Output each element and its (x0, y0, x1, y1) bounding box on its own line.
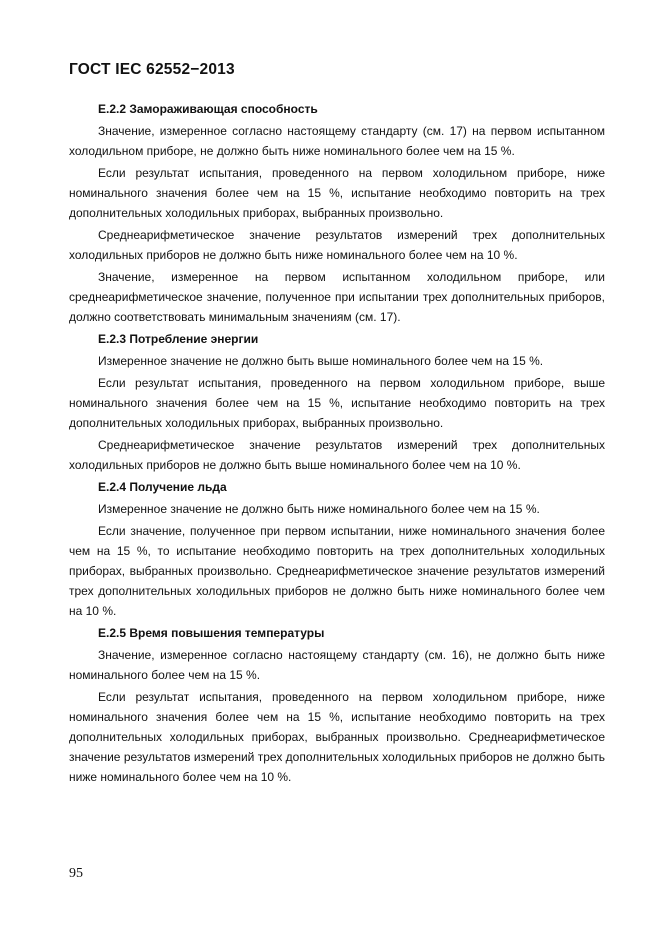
document-body (69, 99, 605, 789)
section-heading-ice-making: Е.2.4 Получение льда (98, 480, 227, 494)
document-header: ГОСТ IEC 62552−2013 (69, 61, 235, 78)
section-heading-temperature-rise-time: Е.2.5 Время повышения температуры (98, 626, 325, 640)
paragraph: Среднеарифметическое значение результатов измерений трех дополнительных холодильных приборов не должно быть выше номинального более чем на 10 %. (69, 438, 605, 472)
page-number: 95 (69, 866, 83, 881)
paragraph: Если значение, полученное при первом испытании, ниже номинального значения более чем на 15 %, то испытание необходимо повторить на трех дополнительных холодильных приборах, выбранных произвольно. Среднеарифметическое значение результатов измерений трех дополнительных холодильных приборов не должно быть ниже номинального более чем на 10 %. (69, 524, 605, 618)
section-heading-freezing-capacity: Е.2.2 Замораживающая способность (98, 102, 318, 116)
section-heading-energy-consumption: Е.2.3 Потребление энергии (98, 332, 259, 346)
paragraph: Измеренное значение не должно быть ниже номинального более чем на 15 %. (98, 502, 540, 516)
paragraph: Значение, измеренное согласно настоящему стандарту (см. 17) на первом испытанном холодильном приборе, не должно быть ниже номинального более чем на 15 %. (69, 124, 605, 158)
paragraph: Значение, измеренное согласно настоящему стандарту (см. 16), не должно быть ниже номинального более чем на 15 %. (69, 648, 605, 682)
paragraph: Среднеарифметическое значение результатов измерений трех дополнительных холодильных приборов не должно быть ниже номинального более чем на 10 %. (69, 228, 605, 262)
paragraph: Если результат испытания, проведенного на первом холодильном приборе, выше номинального значения более чем на 15 %, испытание необходимо повторить на трех дополнительных холодильных приборах, выбранных произвольно. (69, 376, 605, 430)
paragraph: Измеренное значение не должно быть выше номинального более чем на 15 %. (98, 354, 544, 368)
paragraph: Значение, измеренное на первом испытанном холодильном приборе, или среднеарифметическое значение, полученное при испытании трех дополнительных приборов, должно соответствовать минимальным значениям (см. 17). (69, 270, 605, 324)
paragraph: Если результат испытания, проведенного на первом холодильном приборе, ниже номинального значения более чем на 15 %, испытание необходимо повторить на трех дополнительных холодильных приборах, выбранных произвольно. (69, 166, 605, 220)
paragraph: Если результат испытания, проведенного на первом холодильном приборе, ниже номинального значения более чем на 15 %, испытание необходимо повторить на трех дополнительных холодильных приборах, выбранных произвольно. Среднеарифметическое значение результатов измерений трех дополнительных холодильных приборов не должно быть ниже номинального более чем на 10 %. (69, 690, 605, 784)
